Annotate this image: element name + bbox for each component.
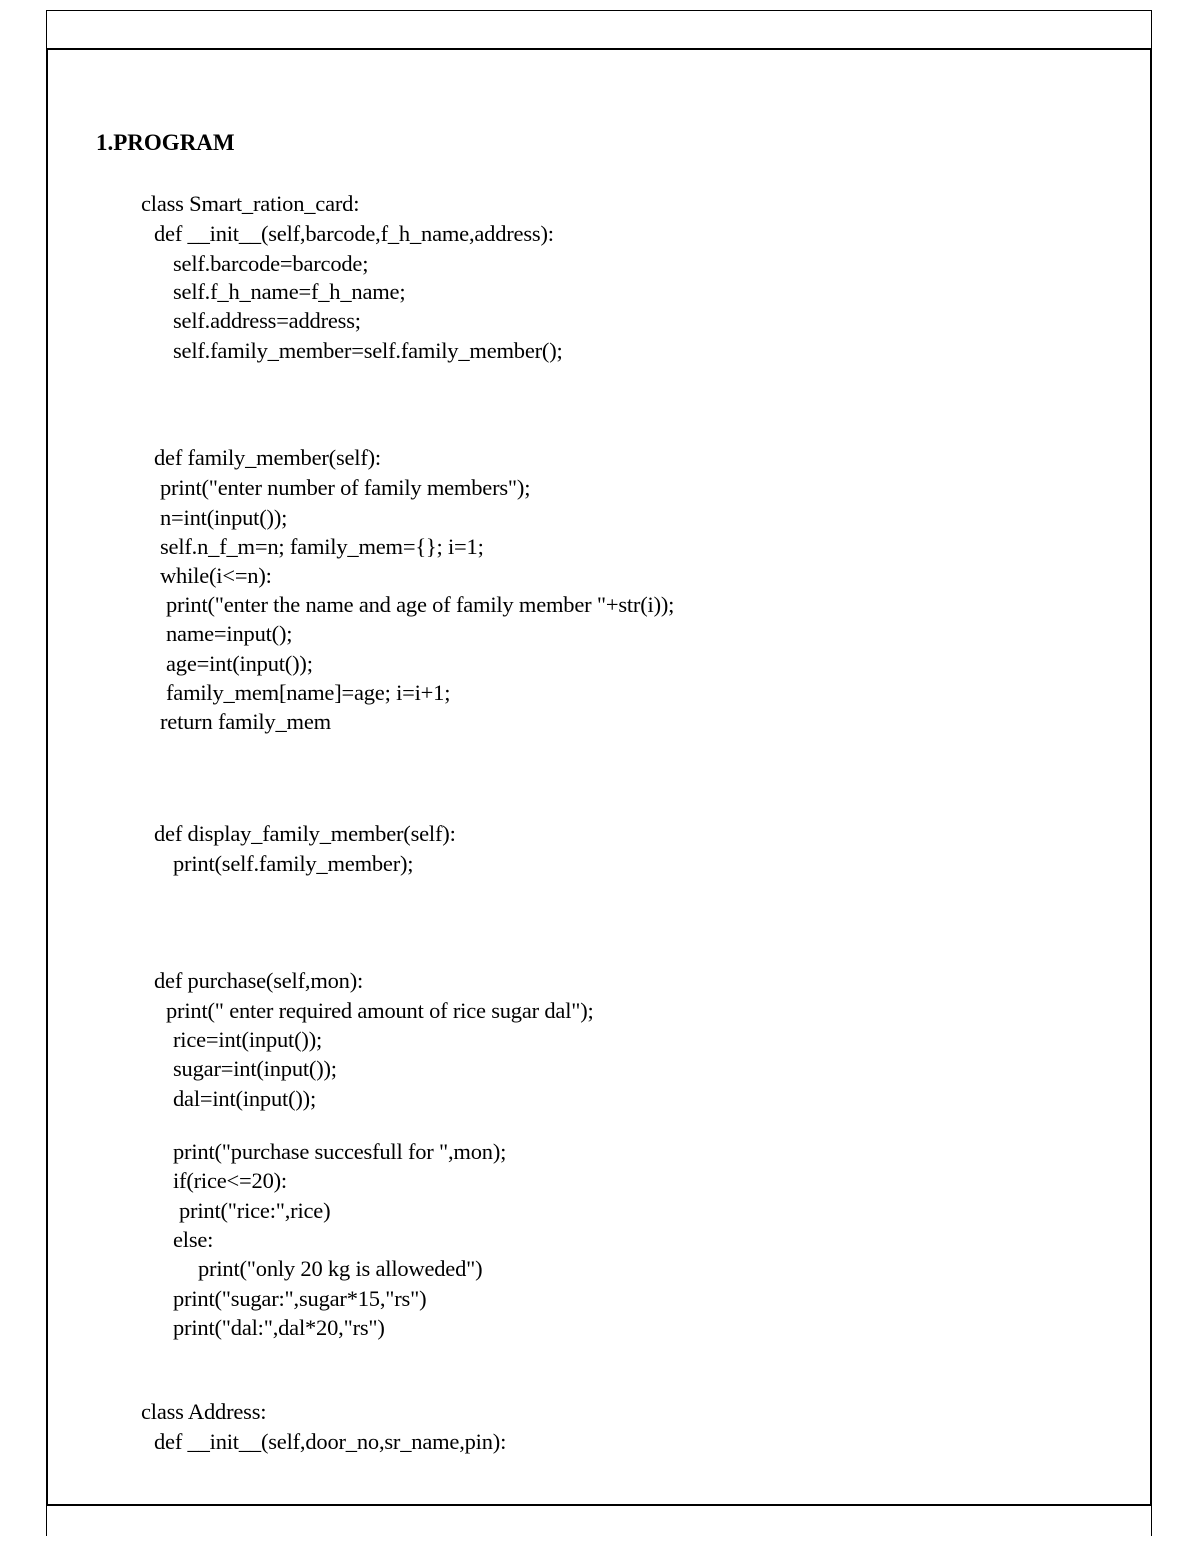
code-line: print(" enter required amount of rice sugar dal"); <box>166 998 594 1023</box>
code-line: if(rice<=20): <box>173 1168 287 1193</box>
code-line: class Address: <box>141 1399 267 1424</box>
page-header-frame <box>46 10 1152 48</box>
code-line: class Smart_ration_card: <box>141 191 360 216</box>
code-line: print("sugar:",sugar*15,"rs") <box>173 1286 427 1311</box>
code-line: name=input(); <box>166 621 293 646</box>
code-line: while(i<=n): <box>160 563 272 588</box>
code-line: print("purchase succesfull for ",mon); <box>173 1139 507 1164</box>
code-line: self.n_f_m=n; family_mem={}; i=1; <box>160 534 484 559</box>
code-line: return family_mem <box>160 709 331 734</box>
code-line: age=int(input()); <box>166 651 313 676</box>
code-line: print("enter the name and age of family member "+str(i)); <box>166 592 675 617</box>
code-line: print("rice:",rice) <box>179 1198 331 1223</box>
code-line: print("enter number of family members"); <box>160 475 531 500</box>
code-line: def __init__(self,door_no,sr_name,pin): <box>154 1429 507 1454</box>
code-line: def __init__(self,barcode,f_h_name,address): <box>154 221 554 246</box>
code-line: self.f_h_name=f_h_name; <box>173 279 406 304</box>
code-line: def purchase(self,mon): <box>154 968 364 993</box>
code-line: print("dal:",dal*20,"rs") <box>173 1315 385 1340</box>
code-line: else: <box>173 1227 214 1252</box>
code-line: def display_family_member(self): <box>154 821 456 846</box>
code-line: self.barcode=barcode; <box>173 251 369 276</box>
code-line: print("only 20 kg is alloweded") <box>198 1256 483 1281</box>
code-line: def family_member(self): <box>154 445 381 470</box>
section-heading: 1.PROGRAM <box>96 130 235 155</box>
code-line: n=int(input()); <box>160 505 288 530</box>
code-line: rice=int(input()); <box>173 1027 323 1052</box>
code-line: dal=int(input()); <box>173 1086 317 1111</box>
code-line: self.family_member=self.family_member(); <box>173 338 563 363</box>
code-line: sugar=int(input()); <box>173 1056 337 1081</box>
page-footer-frame <box>46 1506 1152 1536</box>
code-line: print(self.family_member); <box>173 851 414 876</box>
code-line: self.address=address; <box>173 308 361 333</box>
code-line: family_mem[name]=age; i=i+1; <box>166 680 451 705</box>
